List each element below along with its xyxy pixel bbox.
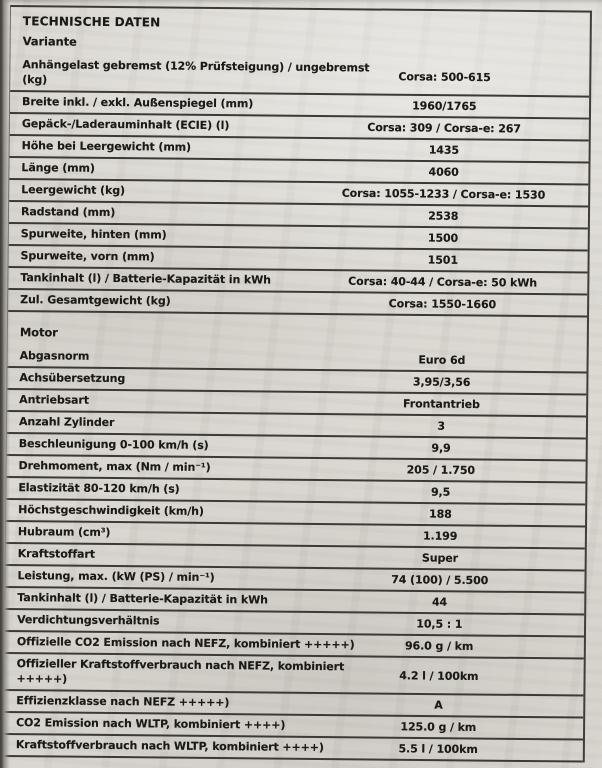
row-value: 5.5 l / 100km bbox=[398, 742, 478, 757]
row-label: Anhängelast gebremst (12% Prüfsteigung) / ungebremst (kg) bbox=[22, 58, 370, 87]
row-label: Leergewicht (kg) bbox=[21, 183, 126, 198]
row-value: Corsa: 500-615 bbox=[398, 69, 491, 84]
row-value: Corsa: 1550-1660 bbox=[388, 297, 497, 312]
row-value: Corsa: 309 / Corsa-e: 267 bbox=[367, 120, 521, 136]
section-heading-label: Variante bbox=[22, 34, 77, 49]
row-value: Super bbox=[421, 551, 459, 565]
row-label: Tankinhalt (l) / Batterie-Kapazität in kWh bbox=[20, 271, 272, 287]
row-value: 4.2 l / 100km bbox=[399, 668, 479, 683]
row-value: 1501 bbox=[427, 253, 458, 267]
row-label: Spurweite, hinten (mm) bbox=[20, 227, 167, 242]
row-label: Beschleunigung 0-100 km/h (s) bbox=[18, 437, 209, 452]
row-value: 10,5 : 1 bbox=[416, 617, 463, 631]
row-value: 9,5 bbox=[430, 485, 451, 499]
row-label: Hubraum (cm³) bbox=[17, 525, 111, 539]
row-value: 4060 bbox=[428, 165, 459, 179]
row-value: Corsa: 40-44 / Corsa-e: 50 kWh bbox=[348, 274, 538, 290]
table-row bbox=[4, 654, 583, 697]
row-label: Radstand (mm) bbox=[20, 205, 116, 220]
row-label: Zul. Gesamtgewicht (kg) bbox=[20, 293, 171, 308]
table-row bbox=[10, 55, 589, 98]
row-label: CO2 Emission nach WLTP, kombiniert ++++) bbox=[16, 716, 286, 732]
row-value: 188 bbox=[428, 507, 452, 521]
row-value: 44 bbox=[431, 595, 448, 609]
row-label: Kraftstoffverbrauch nach WLTP, kombiniert ++++) bbox=[15, 738, 324, 755]
section-heading-label: Motor bbox=[19, 325, 58, 340]
section-heading-motor bbox=[8, 312, 587, 352]
table-body bbox=[4, 32, 590, 763]
row-value: 3 bbox=[437, 419, 446, 433]
row-label: Höhe bei Leergewicht (mm) bbox=[21, 139, 192, 154]
row-label: Antriebsart bbox=[19, 393, 89, 407]
row-label: Elastizität 80-120 km/h (s) bbox=[18, 481, 180, 496]
row-value: 1500 bbox=[427, 231, 459, 245]
row-label: Verdichtungsverhältnis bbox=[17, 613, 160, 628]
row-value: 3,95/3,56 bbox=[412, 375, 471, 389]
row-label: Effizienzklasse nach NEFZ +++++) bbox=[16, 694, 230, 710]
photo-left-edge bbox=[0, 0, 10, 768]
row-label: Breite inkl. / exkl. Außenspiegel (mm) bbox=[22, 95, 254, 111]
row-label: Offizielle CO2 Emission nach NEFZ, kombiniert +++++) bbox=[16, 635, 355, 652]
row-label: Kraftstoffart bbox=[17, 547, 95, 561]
row-value: Frontantrieb bbox=[403, 397, 480, 412]
row-value: 205 / 1.750 bbox=[406, 463, 476, 477]
row-value: A bbox=[434, 698, 443, 712]
row-label: Tankinhalt (l) / Batterie-Kapazität in kWh bbox=[17, 591, 268, 607]
row-label: Spurweite, vorn (mm) bbox=[20, 249, 155, 264]
row-value: 96.0 g / km bbox=[404, 639, 474, 653]
row-value: 1960/1765 bbox=[412, 99, 477, 113]
technical-data-table bbox=[3, 5, 592, 763]
row-value: 9,9 bbox=[431, 441, 451, 455]
row-label: Leistung, max. (kW (PS) / min⁻¹) bbox=[17, 569, 215, 584]
page-title: TECHNISCHE DATEN bbox=[22, 14, 161, 30]
row-value: 1.199 bbox=[422, 529, 458, 543]
row-value: 125.0 g / km bbox=[400, 720, 477, 735]
row-label: Anzahl Zylinder bbox=[18, 415, 115, 430]
row-value: 2538 bbox=[428, 209, 459, 223]
table-row bbox=[4, 735, 583, 763]
row-label: Abgasnorm bbox=[19, 349, 90, 363]
row-label: Gepäck-/Laderauminhalt (ECIE) (l) bbox=[21, 117, 230, 133]
row-label: Achsübersetzung bbox=[19, 371, 126, 386]
row-label: Offizieller Kraftstoffverbrauch nach NEFZ, kombiniert +++++) bbox=[16, 657, 345, 686]
row-label: Länge (mm) bbox=[21, 161, 95, 175]
row-value: 74 (100) / 5.500 bbox=[391, 573, 489, 588]
row-label: Höchstgeschwindigkeit (km/h) bbox=[18, 503, 204, 518]
row-label: Drehmoment, max (Nm / min⁻¹) bbox=[18, 459, 211, 474]
row-value: Corsa: 1055-1233 / Corsa-e: 1530 bbox=[341, 186, 546, 202]
row-value: Euro 6d bbox=[418, 353, 466, 367]
row-value: 1435 bbox=[428, 143, 460, 157]
